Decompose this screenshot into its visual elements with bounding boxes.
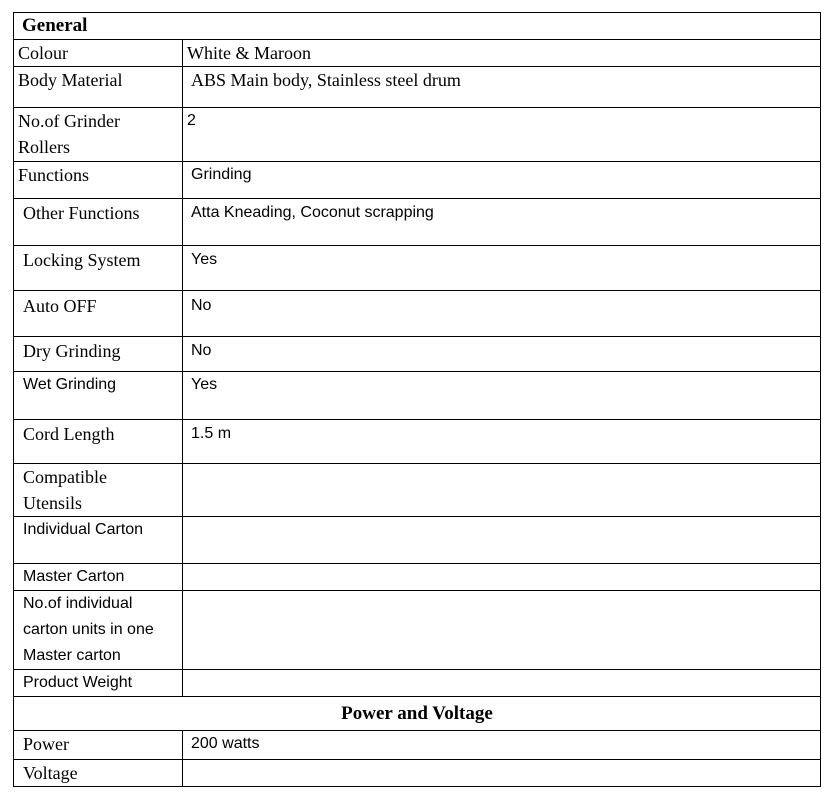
table-row bbox=[14, 291, 821, 337]
table-row bbox=[14, 591, 821, 670]
section-heading-power-voltage: Power and Voltage bbox=[14, 697, 821, 731]
label-line: carton units in one bbox=[23, 621, 154, 638]
row-label-units-in-master-carton bbox=[14, 591, 183, 670]
specification-table bbox=[13, 12, 821, 787]
table-row bbox=[14, 337, 821, 372]
row-label-voltage: Voltage bbox=[14, 760, 183, 787]
table-row bbox=[14, 40, 821, 67]
table-row bbox=[14, 67, 821, 108]
row-value-grinder-rollers: 2 bbox=[183, 108, 821, 162]
row-value-compatible-utensils bbox=[183, 464, 821, 517]
row-label-auto-off: Auto OFF bbox=[14, 291, 183, 337]
row-value-other-functions: Atta Kneading, Coconut scrapping bbox=[183, 199, 821, 246]
row-value-individual-carton bbox=[183, 517, 821, 564]
label-line: No.of individual bbox=[23, 595, 133, 612]
row-label-body-material: Body Material bbox=[14, 67, 183, 108]
table-row bbox=[14, 420, 821, 464]
table-row bbox=[14, 13, 821, 40]
row-label-compatible-utensils bbox=[14, 464, 183, 517]
table-row bbox=[14, 199, 821, 246]
row-label-power: Power bbox=[14, 731, 183, 760]
row-value-power: 200 watts bbox=[183, 731, 821, 760]
row-value-dry-grinding: No bbox=[183, 337, 821, 372]
row-label-cord-length: Cord Length bbox=[14, 420, 183, 464]
section-heading-general: General bbox=[14, 13, 821, 40]
row-value-auto-off: No bbox=[183, 291, 821, 337]
table-row bbox=[14, 162, 821, 199]
row-value-voltage bbox=[183, 760, 821, 787]
table-row bbox=[14, 517, 821, 564]
label-line: Master carton bbox=[23, 647, 121, 664]
table-row bbox=[14, 697, 821, 731]
label-line: Utensils bbox=[23, 493, 83, 513]
row-label-dry-grinding: Dry Grinding bbox=[14, 337, 183, 372]
row-value-functions: Grinding bbox=[183, 162, 821, 199]
row-label-grinder-rollers bbox=[14, 108, 183, 162]
row-value-units-in-master-carton bbox=[183, 591, 821, 670]
row-value-product-weight bbox=[183, 670, 821, 697]
row-label-colour: Colour bbox=[14, 40, 183, 67]
label-line: Rollers bbox=[18, 137, 70, 157]
row-label-locking-system: Locking System bbox=[14, 246, 183, 291]
label-line: No.of Grinder bbox=[18, 111, 120, 131]
row-label-functions: Functions bbox=[14, 162, 183, 199]
table-row bbox=[14, 731, 821, 760]
row-label-individual-carton: Individual Carton bbox=[14, 517, 183, 564]
row-label-wet-grinding: Wet Grinding bbox=[14, 372, 183, 420]
row-value-body-material: ABS Main body, Stainless steel drum bbox=[183, 67, 821, 108]
table-row bbox=[14, 564, 821, 591]
row-value-master-carton bbox=[183, 564, 821, 591]
table-row bbox=[14, 760, 821, 787]
row-label-product-weight: Product Weight bbox=[14, 670, 183, 697]
row-label-other-functions: Other Functions bbox=[14, 199, 183, 246]
table-row bbox=[14, 670, 821, 697]
table-row bbox=[14, 108, 821, 162]
row-label-master-carton: Master Carton bbox=[14, 564, 183, 591]
row-value-wet-grinding: Yes bbox=[183, 372, 821, 420]
label-line: Compatible bbox=[23, 467, 107, 487]
row-value-locking-system: Yes bbox=[183, 246, 821, 291]
row-value-cord-length: 1.5 m bbox=[183, 420, 821, 464]
table-row bbox=[14, 464, 821, 517]
table-row bbox=[14, 246, 821, 291]
table-row bbox=[14, 372, 821, 420]
row-value-colour: White & Maroon bbox=[183, 40, 821, 67]
